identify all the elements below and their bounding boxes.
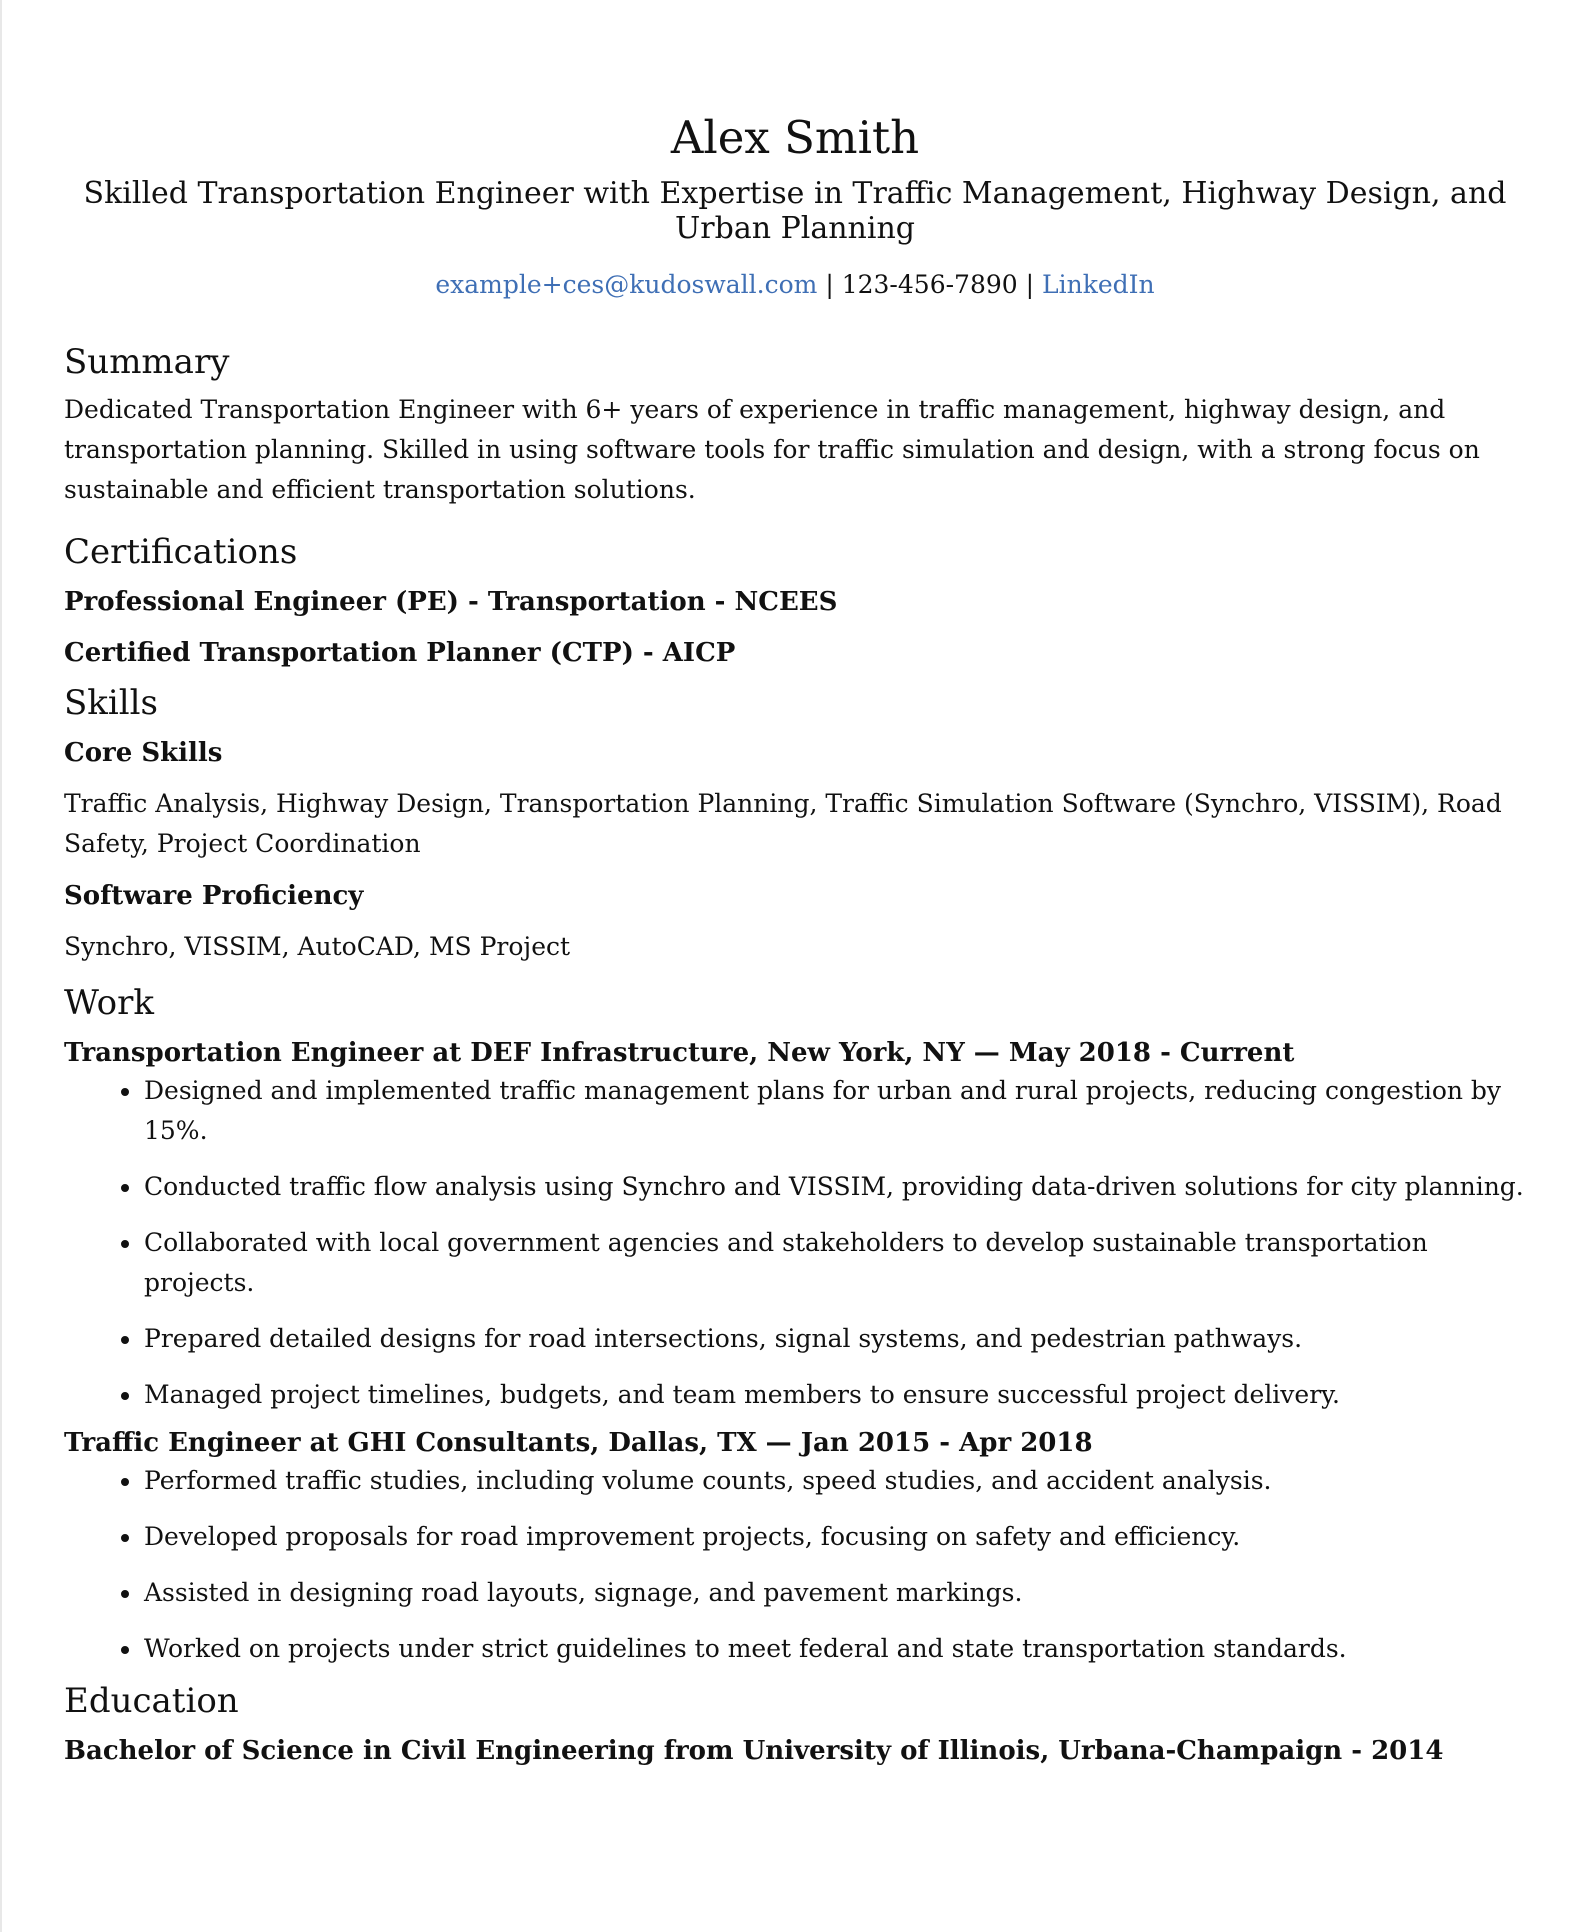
core-skills-label: Core Skills: [64, 738, 223, 768]
job-bullet: Developed proposals for road improvement projects, focusing on safety and efficiency.: [144, 1517, 1526, 1557]
work-heading: Work: [64, 983, 154, 1023]
candidate-name: Alex Smith: [670, 111, 920, 164]
summary-heading: Summary: [64, 342, 230, 382]
job-heading: Transportation Engineer at DEF Infrastructure, New York, NY — May 2018 - Current: [64, 1038, 1295, 1068]
software-proficiency-text: Synchro, VISSIM, AutoCAD, MS Project: [64, 932, 571, 961]
job-bullet: Performed traffic studies, including volume counts, speed studies, and accident analysis.: [144, 1461, 1526, 1501]
resume-header: [64, 0, 1526, 300]
certification-item: Certified Transportation Planner (CTP) - AICP: [64, 638, 736, 668]
job-bullet: Designed and implemented traffic management plans for urban and rural projects, reducing congestion by 15%.: [144, 1071, 1526, 1151]
phone-number: 123-456-7890: [841, 270, 1018, 299]
education-heading: Education: [64, 1681, 239, 1721]
resume-document: [64, 0, 1526, 1769]
summary-text: Dedicated Transportation Engineer with 6+ years of experience in traffic management, highway design, and transportation planning. Skilled in using software tools for traffic simulation and design, with a strong focus on sustainable and efficient transportation solutions.: [64, 395, 1480, 504]
job-bullet-list: [64, 1461, 1526, 1669]
job-bullet: Conducted traffic flow analysis using Synchro and VISSIM, providing data-driven solutions for city planning.: [144, 1167, 1526, 1207]
linkedin-link[interactable]: LinkedIn: [1042, 270, 1155, 299]
contact-line: [64, 270, 1526, 300]
core-skills-text: Traffic Analysis, Highway Design, Transportation Planning, Traffic Simulation Software (Synchro, VISSIM), Road Safety, Project Coordination: [64, 789, 1502, 858]
skills-heading: Skills: [64, 683, 158, 723]
job-bullet: Collaborated with local government agencies and stakeholders to develop sustainable transportation projects.: [144, 1223, 1526, 1303]
education-entry: Bachelor of Science in Civil Engineering from University of Illinois, Urbana-Champaign - 2014: [64, 1736, 1444, 1766]
job-bullet: Worked on projects under strict guidelines to meet federal and state transportation standards.: [144, 1629, 1526, 1669]
software-proficiency-label: Software Proficiency: [64, 881, 364, 911]
contact-separator: |: [1025, 270, 1035, 299]
contact-separator: |: [825, 270, 834, 299]
certification-item: Professional Engineer (PE) - Transportation - NCEES: [64, 587, 838, 617]
job-bullet-list: [64, 1071, 1526, 1415]
certifications-heading: Certifications: [64, 532, 298, 572]
job-heading: Traffic Engineer at GHI Consultants, Dallas, TX — Jan 2015 - Apr 2018: [64, 1428, 1093, 1458]
email-link[interactable]: example+ces@kudoswall.com: [435, 270, 818, 299]
page-edge-divider: [0, 0, 2, 1932]
job-bullet: Assisted in designing road layouts, signage, and pavement markings.: [144, 1573, 1526, 1613]
candidate-headline: Skilled Transportation Engineer with Expertise in Traffic Management, Highway Design, and Urban Planning: [83, 176, 1507, 246]
job-bullet: Prepared detailed designs for road intersections, signal systems, and pedestrian pathways.: [144, 1319, 1526, 1359]
job-bullet: Managed project timelines, budgets, and team members to ensure successful project delivery.: [144, 1375, 1526, 1415]
